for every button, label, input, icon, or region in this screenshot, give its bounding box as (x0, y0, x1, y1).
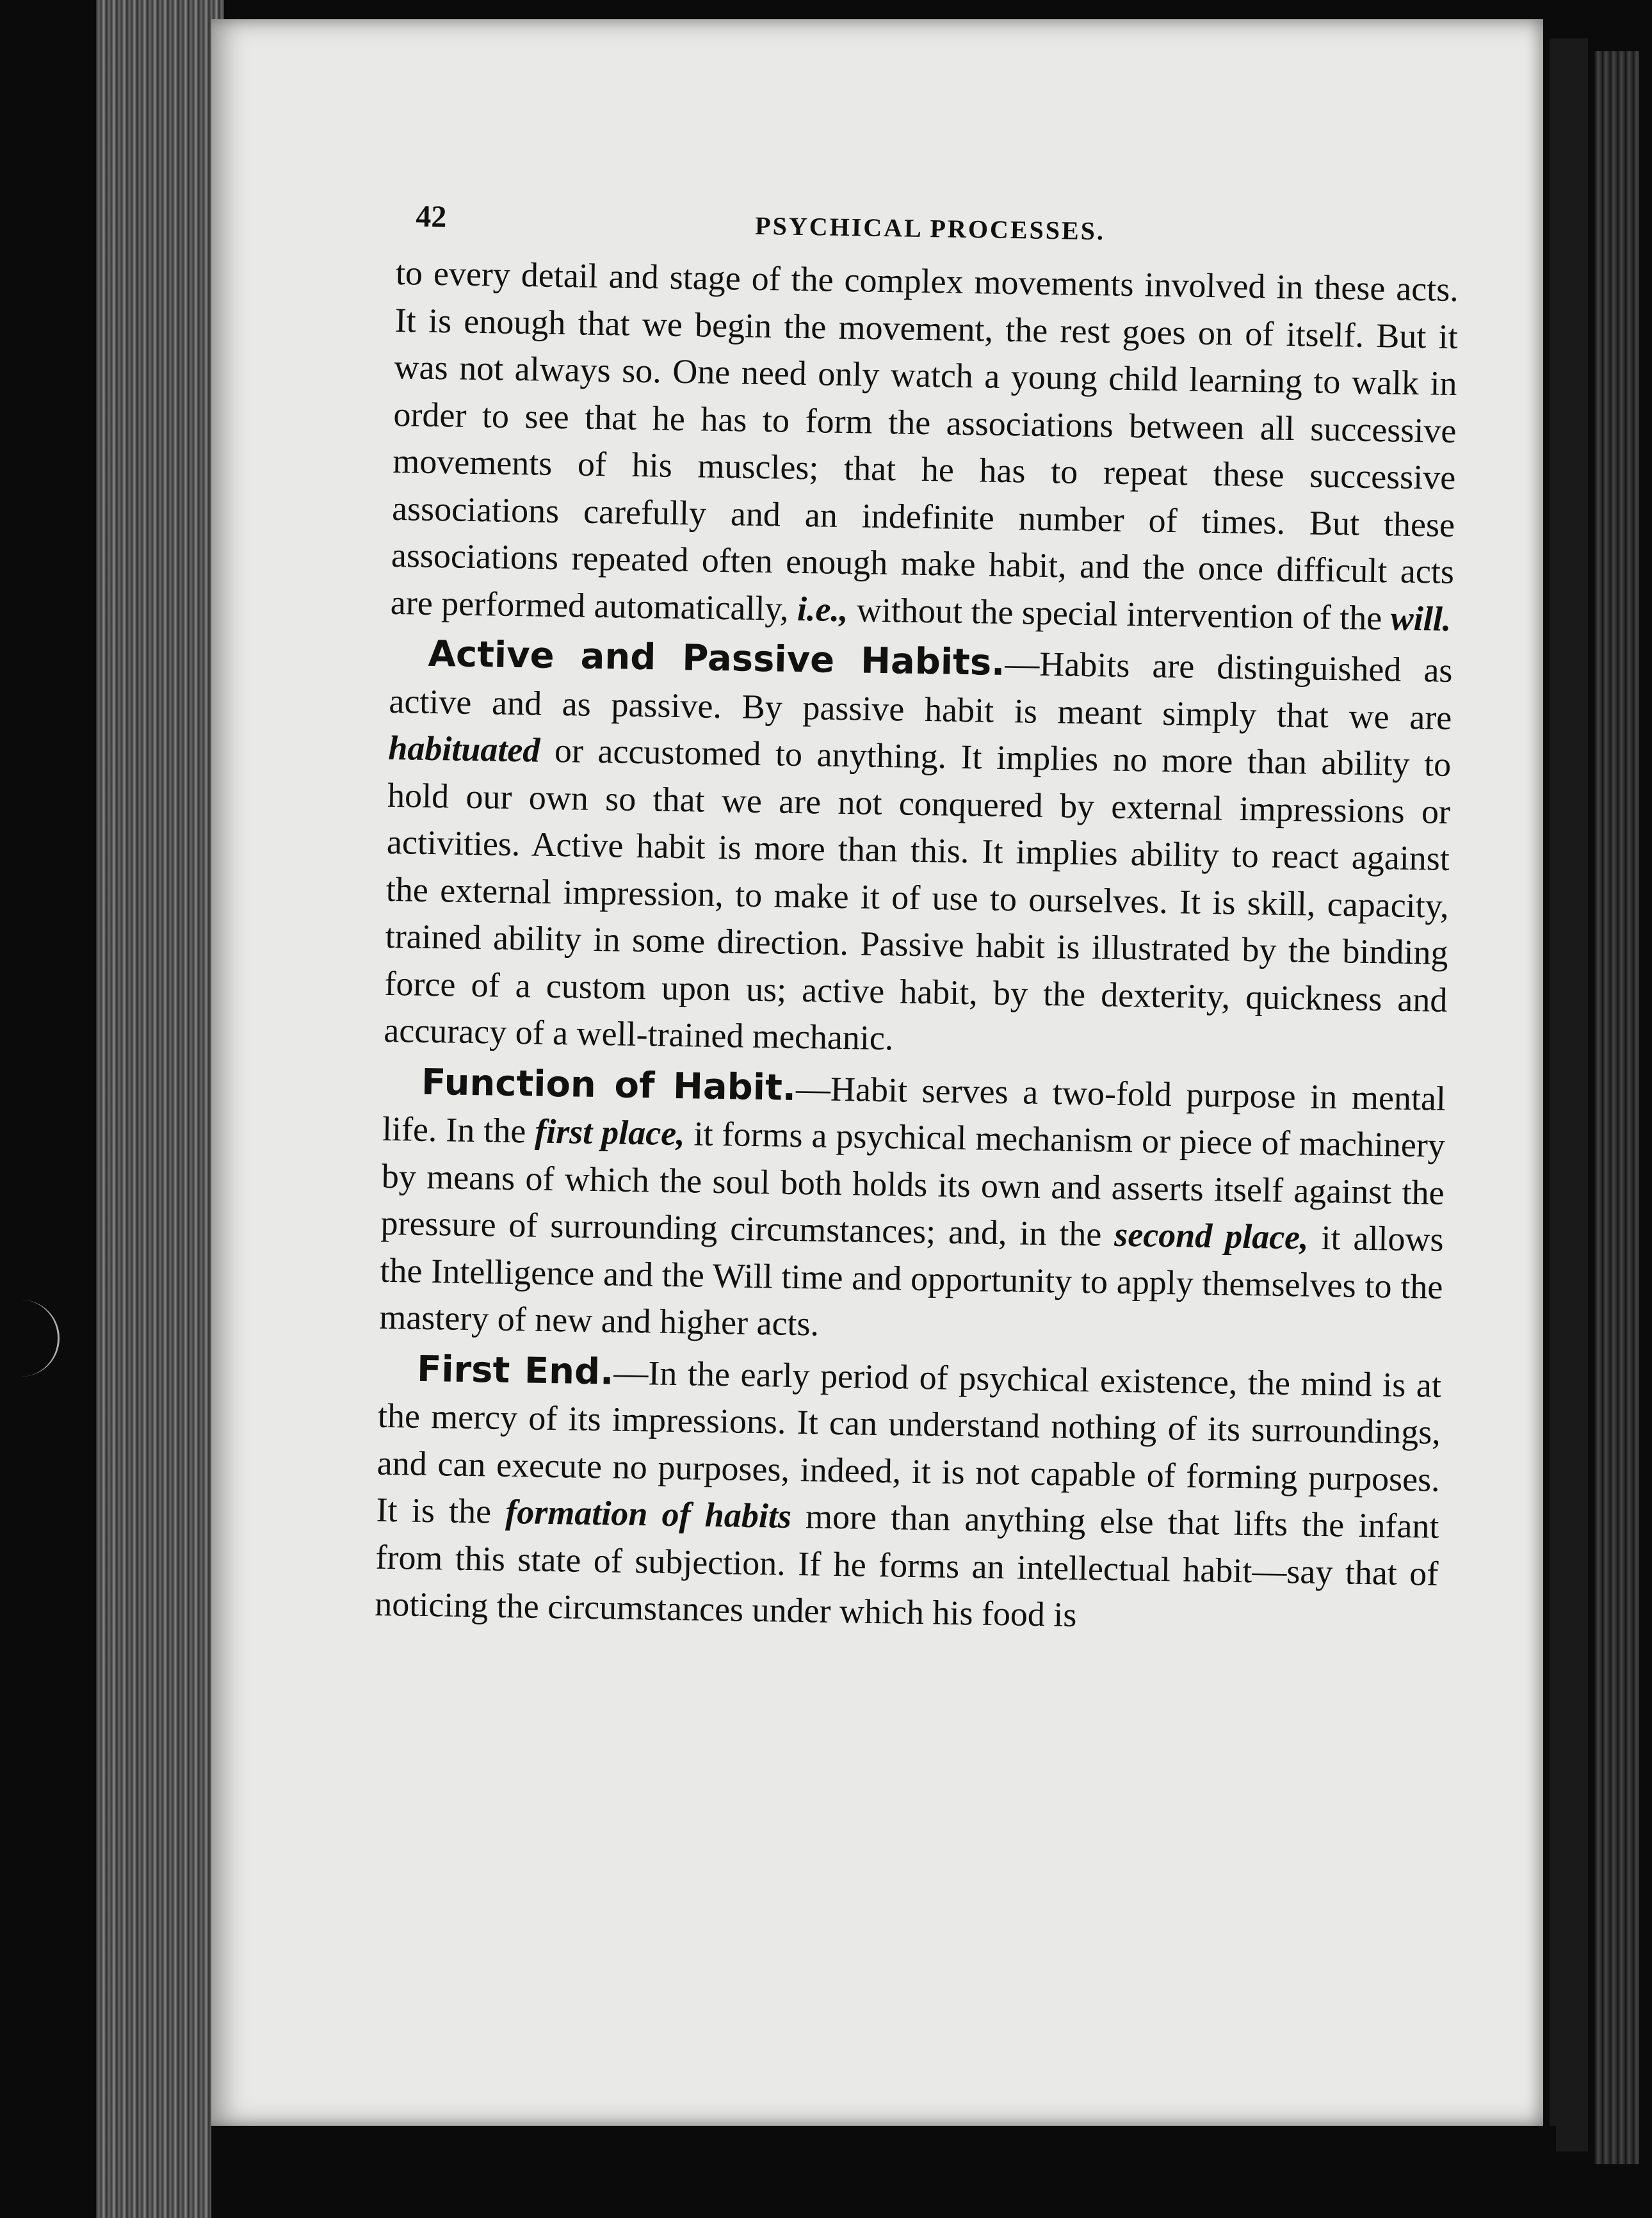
page-number: 42 (415, 199, 447, 234)
page-text-block (375, 192, 1460, 1644)
emphasized-text: first place, (534, 1112, 686, 1153)
running-title: PSYCHICAL PROCESSES. (754, 211, 1106, 246)
paragraph-function-of-habit (379, 1058, 1446, 1357)
emphasized-text: second place, (1113, 1215, 1309, 1257)
body-text: more than anything else that lifts the infant from this state of subjection. If he forms an intellectual habit—say that of noticing the circumstances under which his food is (374, 1496, 1439, 1634)
book-page-edges (96, 0, 224, 2218)
paragraph-continuation (390, 250, 1459, 643)
page-bottom-shadow (211, 2126, 1556, 2218)
paragraph-active-passive-habits (384, 630, 1453, 1071)
body-text: —Habits are distinguished as active and as passive. By passive habit is meant simply that we are (389, 644, 1453, 737)
body-text: to every detail and stage of the complex movements involved in these acts. It is enough that we begin the movement, the rest goes on of itself. But it was not always so. One need only watch a young child learning to walk in order to see that he has to form the associations between all successive movements of his muscles; that he has to repeat these successive associations carefully and an indefinite number of times. But these associations repeated often enough make habit, and the once difficult acts are performed automatically, (390, 253, 1459, 628)
emphasized-text: formation of habits (505, 1492, 792, 1535)
emphasized-text: i.e., (797, 589, 848, 629)
section-heading: First End. (416, 1348, 614, 1393)
body-text: it forms a psychical mechanism or piece of machinery by means of which the soul both holds its own and asserts itself against the pressure of surrounding circumstances; and, in the (380, 1114, 1446, 1254)
section-heading: Function of Habit. (421, 1061, 797, 1109)
scanner-edge (1594, 51, 1639, 2164)
body-text: it allows the Intelligence and the Will time and opportunity to apply themselves to the mastery of new and higher acts. (378, 1218, 1444, 1343)
paragraph-first-end (375, 1345, 1442, 1644)
body-text: —Habit serves a two-fold purpose in mental life. In the (382, 1069, 1446, 1151)
body-text: —In the early period of psychical existence, the mind is at the mercy of its impressions. It can understand nothing of its surroundings, and can execute no purposes, indeed, it is not capable of forming purposes. It is the (376, 1353, 1442, 1531)
emphasized-text: habituated (387, 728, 540, 770)
emphasized-text: will. (1390, 598, 1452, 638)
body-text: or accustomed to anything. It implies no more than ability to hold our own so that we are not conquered by external impressions or activities. Active habit is more than this. It implies ability to react against the external impression, to make it of use to ourselves. It is skill, capacity, trained ability in some direction. Passive habit is illustrated by the binding force of a custom upon us; active habit, by the dexterity, quickness and accuracy of a well-trained mechanic. (383, 731, 1452, 1058)
scan-margin-mark (0, 1300, 60, 1377)
section-heading: Active and Passive Habits. (428, 633, 1005, 684)
page-right-shadow (1550, 38, 1588, 2151)
body-text: without the special intervention of the (848, 590, 1391, 637)
